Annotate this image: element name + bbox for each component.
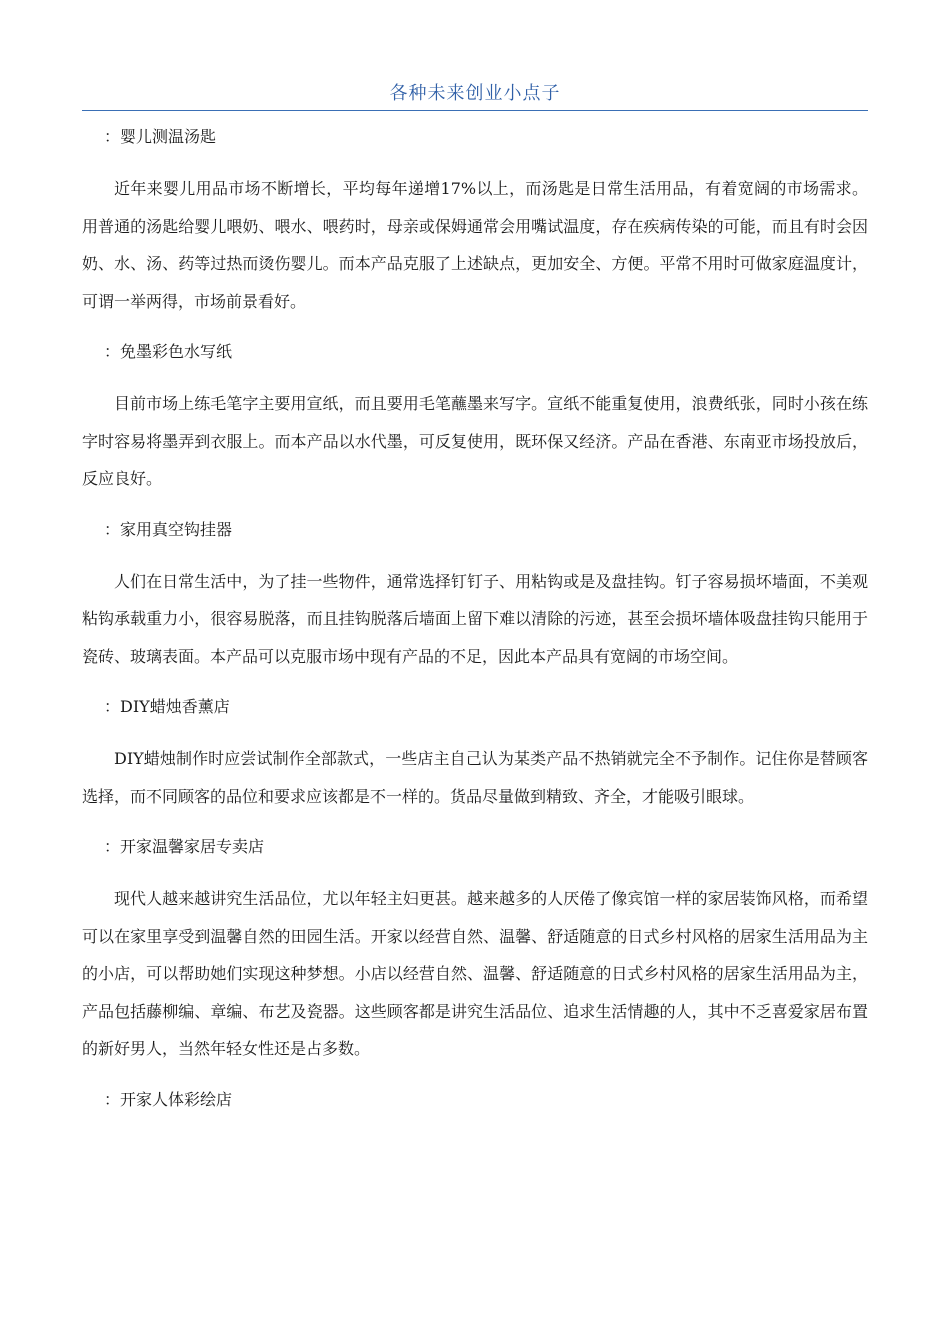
section-paragraph: 人们在日常生活中，为了挂一些物件，通常选择钉钉子、用粘钩或是及盘挂钩。钉子容易损坏墙面，不美观粘钩承载重力小，很容易脱落，而且挂钩脱落后墙面上留下难以清除的污迹，甚至会损坏墙体吸盘挂钩只能用于瓷砖、玻璃表面。本产品可以克服市场中现有产品的不足，因此本产品具有宽阔的市场空间。 xyxy=(82,571,868,666)
section-heading: ：开家温馨家居专卖店 xyxy=(104,837,265,856)
section-paragraph: 目前市场上练毛笔字主要用宣纸，而且要用毛笔蘸墨来写字。宣纸不能重复使用，浪费纸张，同时小孩在练字时容易将墨弄到衣服上。而本产品以水代墨，可反复使用，既环保又经济。产品在香港、东南亚市场投放后，反应良好。 xyxy=(82,394,868,488)
section-paragraph: 近年来婴儿用品市场不断增长，平均每年递增17%以上，而汤匙是日常生活用品，有着宽阔的市场需求。用普通的汤匙给婴儿喂奶、喂水、喂药时，母亲或保姆通常会用嘴试温度，存在疾病传染的可能，而且有时会因奶、水、汤、药等过热而烫伤婴儿。而本产品克服了上述缺点，更加安全、方便。平常不用时可做家庭温度计，可谓一举两得，市场前景看好。 xyxy=(82,179,868,311)
section-paragraph: DIY蜡烛制作时应尝试制作全部款式，一些店主自己认为某类产品不热销就完全不予制作。记住你是替顾客选择，而不同顾客的品位和要求应该都是不一样的。货品尽量做到精致、齐全，才能吸引眼球。 xyxy=(82,749,868,806)
section-heading: ：DIY蜡烛香薰店 xyxy=(104,697,230,716)
section-heading: ：家用真空钩挂器 xyxy=(104,519,233,539)
document-title: 各种未来创业小点子 xyxy=(389,83,561,104)
document-body xyxy=(82,122,868,1133)
section-paragraph: 现代人越来越讲究生活品位，尤以年轻主妇更甚。越来越多的人厌倦了像宾馆一样的家居装饰风格，而希望可以在家里享受到温馨自然的田园生活。开家以经营自然、温馨、舒适随意的日式乡村风格的居家生活用品为主的小店，可以帮助她们实现这种梦想。小店以经营自然、温馨、舒适随意的日式乡村风格的居家生活用品为主，产品包括藤柳编、章编、布艺及瓷器。这些顾客都是讲究生活品位、追求生活情趣的人，其中不乏喜爱家居布置的新好男人，当然年轻女性还是占多数。 xyxy=(82,889,868,1058)
section-heading: ：免墨彩色水写纸 xyxy=(104,342,233,361)
section-heading: ：婴儿测温汤匙 xyxy=(104,127,217,146)
page-header xyxy=(82,80,868,111)
section-heading: ：开家人体彩绘店 xyxy=(104,1089,233,1109)
